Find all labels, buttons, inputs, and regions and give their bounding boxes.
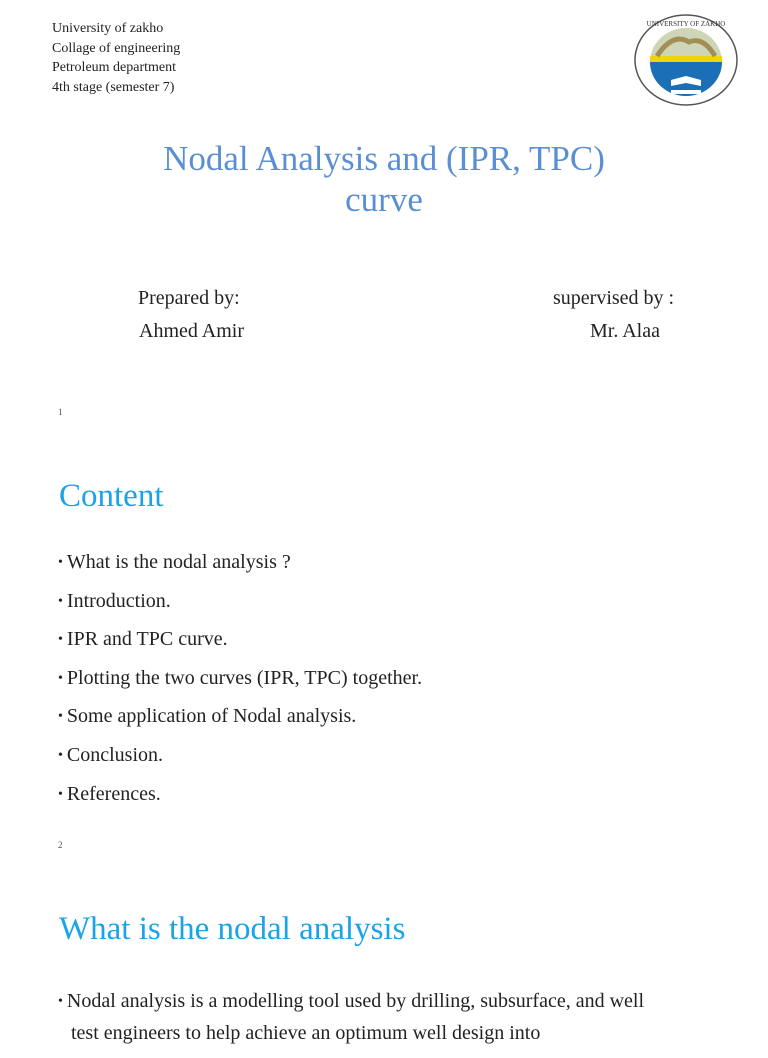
prepared-by-label: Prepared by:: [138, 287, 240, 309]
page-number: 2: [58, 840, 63, 850]
content-list: [58, 548, 422, 818]
header-line: University of zakho: [52, 21, 164, 36]
supervised-by-name: Mr. Alaa: [590, 320, 660, 342]
university-header: [52, 19, 180, 97]
title-line: curve: [345, 180, 423, 219]
header-line: Petroleum department: [52, 60, 177, 75]
section-heading: What is the nodal analysis: [59, 911, 406, 947]
list-item: • Introduction.: [58, 589, 171, 612]
university-logo: [633, 14, 739, 106]
page-number: 1: [58, 407, 63, 417]
list-item: • Plotting the two curves (IPR, TPC) together.: [58, 666, 423, 689]
header-line: 4th stage (semester 7): [52, 79, 175, 95]
title-line: Nodal Analysis and (IPR, TPC): [163, 139, 605, 178]
logo-text: UNIVERSITY OF ZAKHO: [646, 20, 726, 28]
header-line: Collage of engineering: [52, 40, 181, 56]
prepared-by-name: Ahmed Amir: [139, 320, 244, 342]
content-heading: Content: [59, 478, 164, 514]
list-item: test engineers to help achieve an optimum well design into: [71, 1022, 541, 1044]
list-item: • What is the nodal analysis ?: [58, 551, 291, 573]
list-item: • Nodal analysis is a modelling tool used by drilling, subsurface, and well: [58, 990, 645, 1012]
list-item: • Conclusion.: [58, 743, 164, 766]
supervised-by-label: supervised by :: [553, 287, 675, 309]
list-item: • Some application of Nodal analysis.: [58, 705, 357, 728]
section-body: [58, 987, 644, 1058]
presentation-title: [0, 138, 768, 220]
list-item: • IPR and TPC curve.: [58, 628, 228, 651]
list-item: • References.: [58, 782, 161, 805]
